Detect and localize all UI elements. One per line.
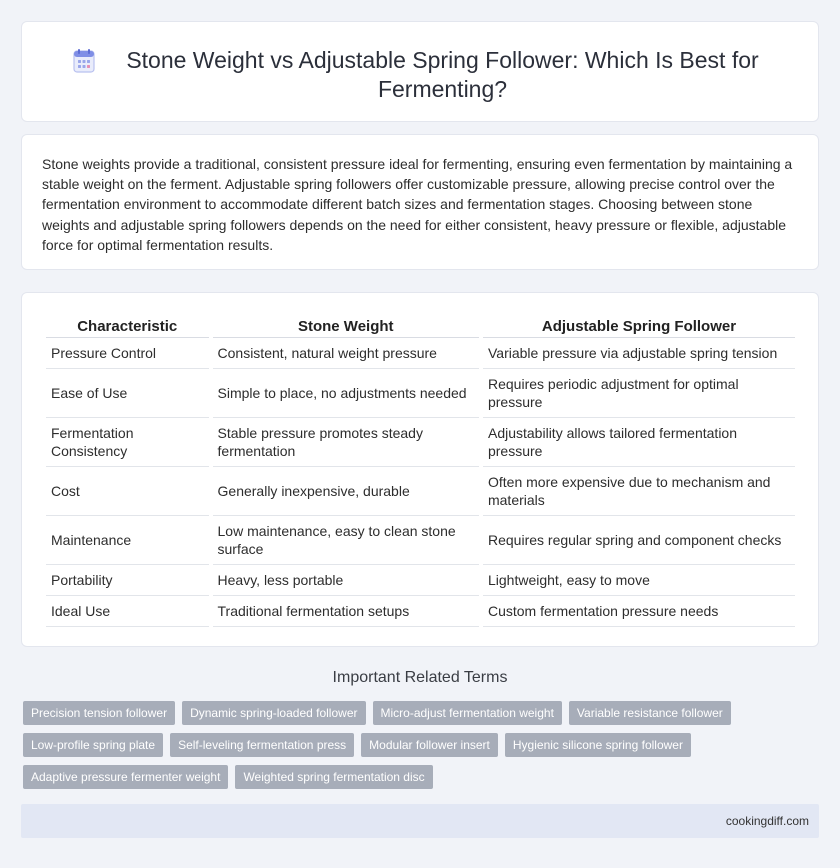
footer-site-link[interactable]: cookingdiff.com — [725, 814, 809, 828]
table-row — [46, 338, 795, 369]
intro-card — [21, 134, 819, 270]
table-cell: Low maintenance, easy to clean stone surface — [213, 516, 479, 565]
table-cell: Consistent, natural weight pressure — [213, 338, 479, 369]
table-cell: Requires periodic adjustment for optimal pressure — [483, 369, 795, 418]
header-stone-weight: Stone Weight — [213, 316, 479, 338]
table-cell: Lightweight, easy to move — [483, 565, 795, 596]
table-cell: Fermentation Consistency — [46, 418, 209, 467]
table-cell: Cost — [46, 467, 209, 516]
related-tag[interactable]: Weighted spring fermentation disc — [235, 765, 432, 789]
page-title: Stone Weight vs Adjustable Spring Follower: Which Is Best for Fermenting? — [126, 47, 759, 102]
table-cell: Pressure Control — [46, 338, 209, 369]
header-spring-follower: Adjustable Spring Follower — [483, 316, 795, 338]
table-row — [46, 565, 795, 596]
table-cell: Often more expensive due to mechanism and materials — [483, 467, 795, 516]
table-cell: Portability — [46, 565, 209, 596]
table-row — [46, 516, 795, 565]
table-row — [46, 418, 795, 467]
calendar-icon — [72, 48, 96, 74]
title-card — [21, 21, 819, 122]
title-wrap — [22, 46, 818, 104]
header-characteristic: Characteristic — [46, 316, 209, 338]
footer — [21, 804, 819, 838]
table-row — [46, 596, 795, 627]
related-tag[interactable]: Modular follower insert — [361, 733, 498, 757]
table-header-row — [46, 316, 795, 338]
related-tag[interactable]: Self-leveling fermentation press — [170, 733, 354, 757]
table-cell: Ideal Use — [46, 596, 209, 627]
related-tag[interactable]: Micro-adjust fermentation weight — [373, 701, 562, 725]
tag-row — [23, 701, 823, 725]
table-cell: Heavy, less portable — [213, 565, 479, 596]
table-cell: Generally inexpensive, durable — [213, 467, 479, 516]
intro-paragraph: Stone weights provide a traditional, consistent pressure ideal for fermenting, ensuring even fermentation by maintaining a stable weight on the ferment. Adjustable spring followers offer customizable pressure, allowing precise control over the fermentation environment to accommodate different batch sizes and fermentation stages. Choosing between stone weights and adjustable spring followers depends on the need for either consistent, heavy pressure or flexible, adjustable force for optimal fermentation results. — [42, 156, 793, 253]
comparison-table — [42, 316, 799, 627]
table-cell: Stable pressure promotes steady fermentation — [213, 418, 479, 467]
related-terms — [23, 701, 823, 797]
related-terms-heading: Important Related Terms — [332, 669, 508, 686]
table-row — [46, 369, 795, 418]
related-tag[interactable]: Hygienic silicone spring follower — [505, 733, 691, 757]
table-cell: Adjustability allows tailored fermentation pressure — [483, 418, 795, 467]
comparison-card — [21, 292, 819, 647]
table-cell: Maintenance — [46, 516, 209, 565]
related-tag[interactable]: Dynamic spring-loaded follower — [182, 701, 365, 725]
related-tag[interactable]: Low-profile spring plate — [23, 733, 163, 757]
table-cell: Custom fermentation pressure needs — [483, 596, 795, 627]
table-cell: Variable pressure via adjustable spring tension — [483, 338, 795, 369]
related-tag[interactable]: Variable resistance follower — [569, 701, 731, 725]
table-cell: Simple to place, no adjustments needed — [213, 369, 479, 418]
tag-row — [23, 765, 823, 789]
table-cell: Traditional fermentation setups — [213, 596, 479, 627]
related-tag[interactable]: Precision tension follower — [23, 701, 175, 725]
related-tag[interactable]: Adaptive pressure fermenter weight — [23, 765, 228, 789]
table-row — [46, 467, 795, 516]
table-cell: Ease of Use — [46, 369, 209, 418]
tag-row — [23, 733, 823, 757]
table-cell: Requires regular spring and component checks — [483, 516, 795, 565]
